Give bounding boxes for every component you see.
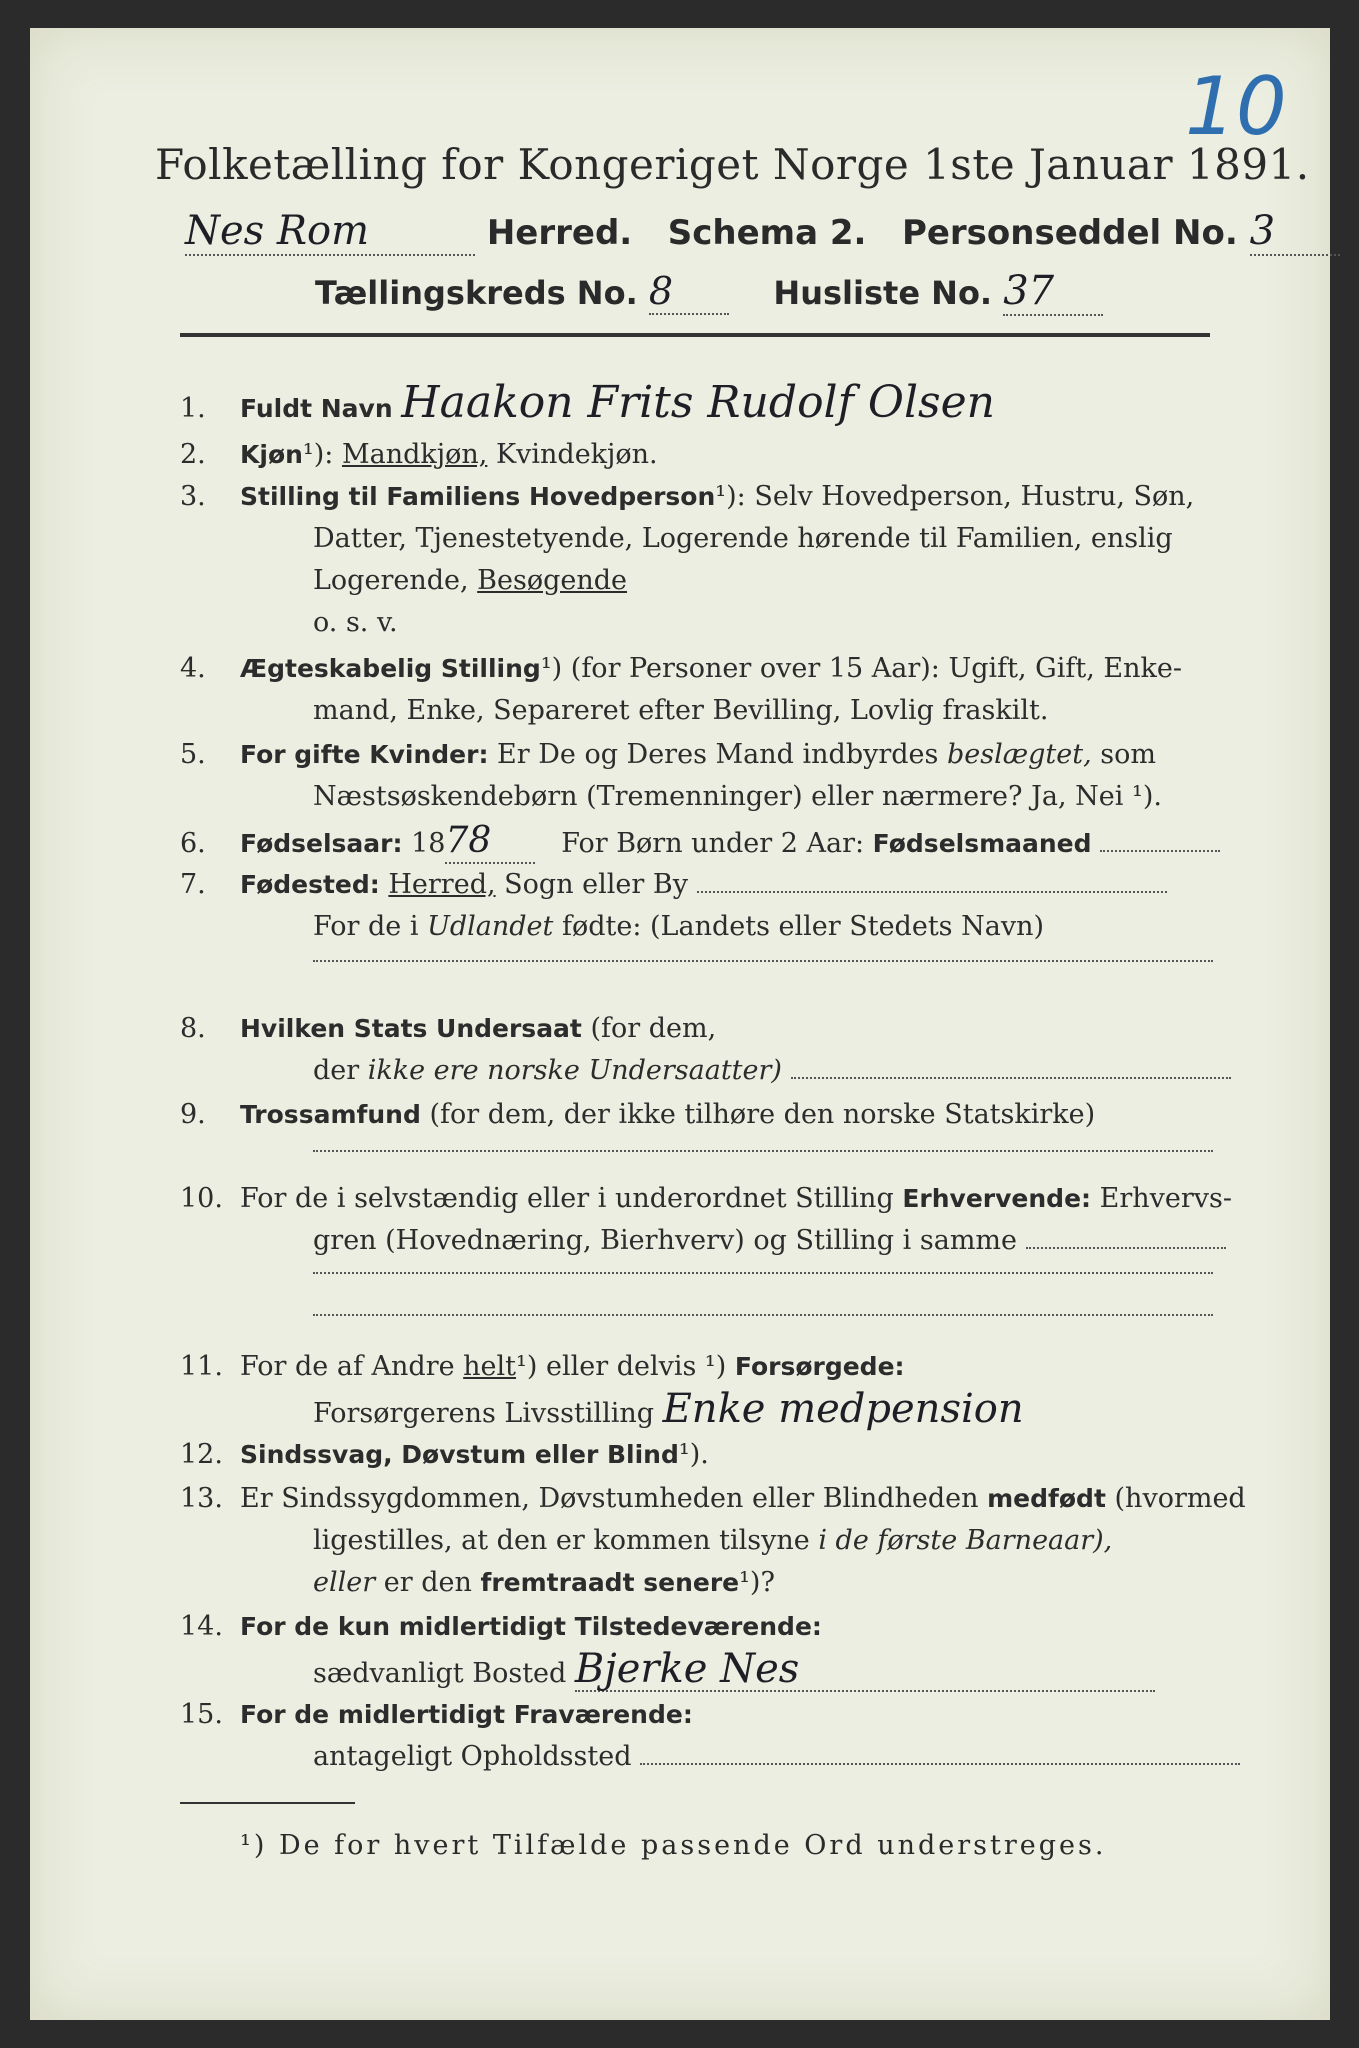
husliste-label: Husliste No. xyxy=(773,274,993,312)
married-women-line-2: Næstsøskendebørn (Tremenninger) eller nærmere? Ja, Nei ¹). xyxy=(313,781,1162,812)
footnote-rule xyxy=(180,1802,355,1804)
schema-label: Schema 2. xyxy=(667,213,867,253)
personseddel-value: 3 xyxy=(1250,208,1340,256)
citizenship-line-2: der ikke ere norske Undersaatter) xyxy=(180,1050,1348,1092)
marital-status-label: Ægteskabelig Stilling xyxy=(240,654,541,683)
field-religion: 9. Trossamfund (for dem, der ikke tilhøre den norske Statskirke) xyxy=(180,1099,1096,1130)
full-name-label: Fuldt Navn xyxy=(240,394,393,423)
temporary-present-label: For de kun midlertidigt Tilstedeværende: xyxy=(240,1612,822,1641)
field-disability: 12. Sindssvag, Døvstum eller Blind¹). xyxy=(180,1439,709,1470)
temporary-present-line-2: sædvanligt Bosted Bjerke Nes xyxy=(180,1648,1348,1695)
herred-value: Nes Rom xyxy=(185,208,475,256)
field-birthplace: 7. Fødested: Herred, Sogn eller By xyxy=(180,864,1215,906)
marital-status-line-2: mand, Enke, Separeret efter Bevilling, Lovlig fraskilt. xyxy=(313,695,1049,726)
dependents-label: Forsørgede: xyxy=(734,1352,905,1381)
husliste-value: 37 xyxy=(1003,268,1103,316)
header-rule xyxy=(180,333,1210,337)
usual-residence-value: Bjerke Nes xyxy=(575,1648,1155,1692)
birthplace-line-2: For de i Udlandet fødte: (Landets eller Stedets Navn) xyxy=(313,911,1045,942)
occupation-blank-line-2 xyxy=(313,1314,1213,1316)
field-congenital: 13. Er Sindssygdommen, Døvstumheden eller Blindheden medfødt (hvormed xyxy=(180,1483,1246,1514)
field-birth-year: 6. Fødselsaar: 1878 For Børn under 2 Aar: Fødselsmaaned xyxy=(180,820,1215,865)
sex-label: Kjøn xyxy=(240,440,303,469)
header-line-3 xyxy=(315,268,1115,316)
family-position-selected: Besøgende xyxy=(477,565,628,596)
field-full-name: 1. Fuldt Navn Haakon Frits Rudolf Olsen xyxy=(180,377,995,428)
form-title: Folketælling for Kongeriget Norge 1ste Januar 1891. xyxy=(155,140,1310,189)
kreds-value: 8 xyxy=(649,269,729,315)
field-marital-status: 4. Ægteskabelig Stilling¹) (for Personer over 15 Aar): Ugift, Gift, Enke- xyxy=(180,653,1182,684)
family-position-label: Stilling til Familiens Hovedperson xyxy=(240,482,716,511)
field-dependents: 11. For de af Andre helt¹) eller delvis ¹) Forsørgede: xyxy=(180,1351,905,1382)
field-family-position: 3. Stilling til Familiens Hovedperson¹): Selv Hovedperson, Hustru, Søn, xyxy=(180,481,1195,512)
disability-label: Sindssvag, Døvstum eller Blind xyxy=(240,1440,679,1469)
sex-option-male: Mandkjøn, xyxy=(341,439,488,470)
corner-mark: 10 xyxy=(1185,60,1287,153)
family-position-line-2: Datter, Tjenestetyende, Logerende hørende til Familien, enslig xyxy=(313,523,1173,554)
personseddel-label: Personseddel No. xyxy=(901,213,1238,253)
temporary-absent-line-2: antageligt Opholdssted xyxy=(180,1736,1348,1778)
occupation-line-2: gren (Hovednæring, Bierhverv) og Stilling i samme xyxy=(180,1220,1348,1262)
header-line-2 xyxy=(185,208,1276,256)
footnote: ¹) De for hvert Tilfælde passende Ord understreges. xyxy=(240,1830,1107,1861)
family-position-line-4: o. s. v. xyxy=(313,607,398,638)
kreds-label: Tællingskreds No. xyxy=(315,274,638,312)
citizenship-label: Hvilken Stats xyxy=(240,1014,428,1043)
family-position-line-3: Logerende, Besøgende xyxy=(313,565,628,596)
dependents-line-2: Forsørgerens Livsstilling Enke medpension xyxy=(313,1386,1024,1432)
occupation-blank-line-1 xyxy=(313,1272,1213,1274)
field-temporary-present: 14. For de kun midlertidigt Tilstedeværende: xyxy=(180,1611,822,1642)
birth-month-label: Fødselsmaaned xyxy=(872,829,1092,858)
field-occupation: 10. For de i selvstændig eller i underordnet Stilling Erhvervende: Erhvervs- xyxy=(180,1183,1233,1214)
provider-occupation-value: Enke medpension xyxy=(662,1386,1024,1432)
birthplace-label: Fødested: xyxy=(240,870,380,899)
religion-blank-line xyxy=(313,1150,1213,1152)
birthplace-blank-line xyxy=(313,960,1213,962)
congenital-label: medfødt xyxy=(987,1484,1106,1513)
birth-year-label: Fødselsaar: xyxy=(240,829,403,858)
birthplace-selected: Herred, xyxy=(388,869,496,900)
congenital-line-3: eller er den fremtraadt senere¹)? xyxy=(313,1567,775,1598)
full-name-value: Haakon Frits Rudolf Olsen xyxy=(401,377,995,428)
birth-year-value: 78 xyxy=(445,820,535,864)
temporary-absent-label: For de midlertidigt Fraværende: xyxy=(240,1700,693,1729)
married-women-label: For gifte Kvinder: xyxy=(240,740,489,769)
field-sex: 2. Kjøn¹): Mandkjøn, Kvindekjøn. xyxy=(180,439,658,470)
occupation-label: Erhvervende: xyxy=(902,1184,1092,1213)
field-citizenship: 8. Hvilken Stats Undersaat (for dem, xyxy=(180,1013,717,1044)
religion-label: Trossamfund xyxy=(240,1100,421,1129)
field-married-women: 5. For gifte Kvinder: Er De og Deres Mand indbyrdes beslægtet, som xyxy=(180,739,1156,770)
congenital-line-2: ligestilles, at den er kommen tilsyne i de første Barneaar), xyxy=(313,1525,1113,1556)
field-temporary-absent: 15. For de midlertidigt Fraværende: xyxy=(180,1699,693,1730)
herred-label: Herred. xyxy=(486,213,633,253)
sex-option-female: Kvindekjøn. xyxy=(495,439,658,470)
